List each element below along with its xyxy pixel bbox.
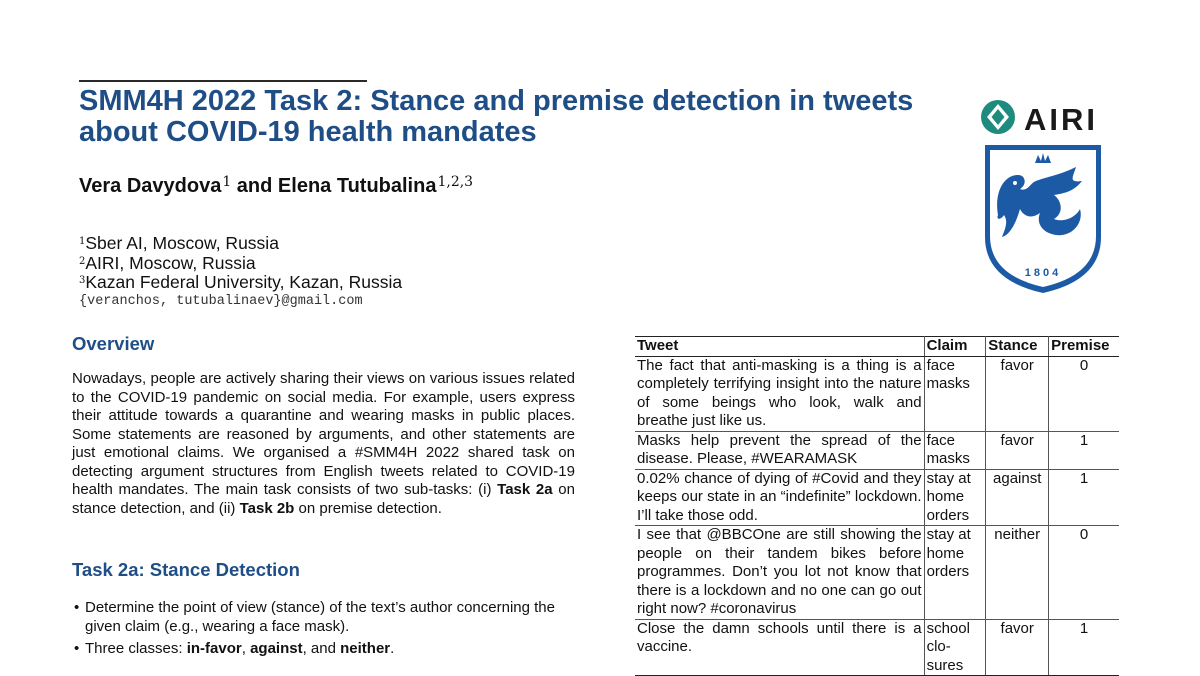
overview-heading: Overview	[72, 333, 155, 354]
title-rule	[79, 80, 367, 82]
cell-stance: favor	[986, 619, 1049, 676]
bullet-text: .	[390, 640, 395, 657]
affiliations	[79, 233, 402, 292]
cell-premise: 1	[1049, 469, 1119, 526]
cell-tweet: I see that @BBCOne are still showing the people on their tandem bikes before programmes. Don’t you lot not know that there is a lockdown and no one can go out right now? #coronavirus	[635, 526, 924, 620]
affiliation	[79, 272, 402, 292]
cell-stance: neither	[986, 526, 1049, 620]
author-affil-sup: 1,2,3	[437, 174, 474, 190]
cell-claim: stay at home orders	[924, 526, 986, 620]
task2b-ref: Task 2b	[239, 499, 295, 517]
cell-tweet: Close the damn schools until there is a vaccine.	[635, 619, 924, 676]
bullet-text: ,	[241, 640, 251, 657]
bullet-item	[72, 639, 575, 658]
author-line	[79, 174, 473, 198]
author-name: Vera Davydova	[79, 175, 222, 197]
class-label: neither	[340, 640, 391, 657]
affiliation-sup: 2	[79, 255, 86, 267]
kfu-crest	[985, 145, 1101, 293]
cell-claim: school clo-sures	[924, 619, 986, 676]
cell-premise: 0	[1049, 356, 1119, 431]
airi-logo	[981, 100, 1098, 137]
task2a-bullets	[72, 598, 575, 661]
tweet-examples-table	[635, 336, 1119, 676]
task2a-heading: Task 2a: Stance Detection	[72, 559, 300, 580]
affiliation-sup: 3	[79, 275, 86, 286]
class-label: against	[250, 640, 303, 657]
cell-stance: favor	[986, 431, 1049, 469]
cell-claim: face masks	[924, 356, 986, 431]
bullet-text: Three classes:	[85, 640, 187, 657]
affiliation-text: Sber AI, Moscow, Russia	[85, 233, 279, 253]
col-header-tweet: Tweet	[635, 337, 924, 357]
affiliation-sup: 1	[79, 236, 86, 247]
overview-text: on stance detection, and (ii)	[72, 481, 575, 517]
cell-tweet: Masks help prevent the spread of the disease. Please, #WEARAMASK	[635, 431, 924, 469]
bullet-dot: •	[74, 640, 80, 657]
bullet-text: Determine the point of view (stance) of the text’s author concerning the given claim (e.g., wearing a face mask).	[85, 599, 555, 635]
col-header-claim: Claim	[924, 337, 986, 357]
affiliation-text: Kazan Federal University, Kazan, Russia	[85, 272, 403, 292]
airi-logo-text: AIRI	[1024, 102, 1098, 137]
affiliation	[79, 233, 402, 253]
cell-stance: favor	[986, 356, 1049, 431]
overview-text: Nowadays, people are actively sharing their views on various issues related to the COVID-19 pandemic on social media. For example, users express their attitude towards a quarantine and wearing masks in public places. Some statements are reasoned by arguments, and other statements are just emotional claims. We organised a #SMM4H 2022 shared task on detecting argument structures from English tweets related to COVID-19 health mandates. The main task consists of two sub-tasks: (i)	[72, 370, 575, 498]
cell-premise: 1	[1049, 619, 1119, 676]
author-affil-sup: 1	[222, 174, 232, 190]
cell-claim: face masks	[924, 431, 986, 469]
table-row	[635, 526, 1119, 620]
bullet-item	[72, 598, 575, 636]
crest-year: 1804	[1024, 267, 1062, 279]
cell-claim: stay at home orders	[924, 469, 986, 526]
bullet-text: , and	[302, 640, 341, 657]
affiliation	[79, 253, 402, 273]
affiliation-text: AIRI, Moscow, Russia	[85, 252, 256, 273]
cell-tweet: 0.02% chance of dying of #Covid and they keeps our state in an “indefinite” lockdown. I’ll take those odd.	[635, 469, 924, 526]
table-header-row	[635, 337, 1119, 357]
cell-premise: 1	[1049, 431, 1119, 469]
bullet-dot: •	[74, 599, 80, 616]
cell-tweet: The fact that anti-masking is a thing is a completely terrifying insight into the nature of some beings who look, walk and breathe just like us.	[635, 356, 924, 431]
class-label: in-favor	[186, 640, 242, 657]
table-row	[635, 431, 1119, 469]
author-name: Elena Tutubalina	[277, 175, 437, 197]
overview-paragraph	[72, 370, 575, 518]
page-title: SMM4H 2022 Task 2: Stance and premise detection in tweets about COVID-19 health mandates	[79, 85, 914, 148]
col-header-premise: Premise	[1049, 337, 1119, 357]
cell-stance: against	[986, 469, 1049, 526]
table-row	[635, 469, 1119, 526]
author-joiner: and	[231, 175, 278, 197]
col-header-stance: Stance	[986, 337, 1049, 357]
overview-text: on premise detection.	[294, 499, 442, 517]
author-email: {veranchos, tutubalinaev}@gmail.com	[79, 294, 363, 309]
cell-premise: 0	[1049, 526, 1119, 620]
table-row	[635, 619, 1119, 676]
table-row	[635, 356, 1119, 431]
logos	[980, 97, 1106, 297]
task2a-ref: Task 2a	[497, 481, 553, 498]
